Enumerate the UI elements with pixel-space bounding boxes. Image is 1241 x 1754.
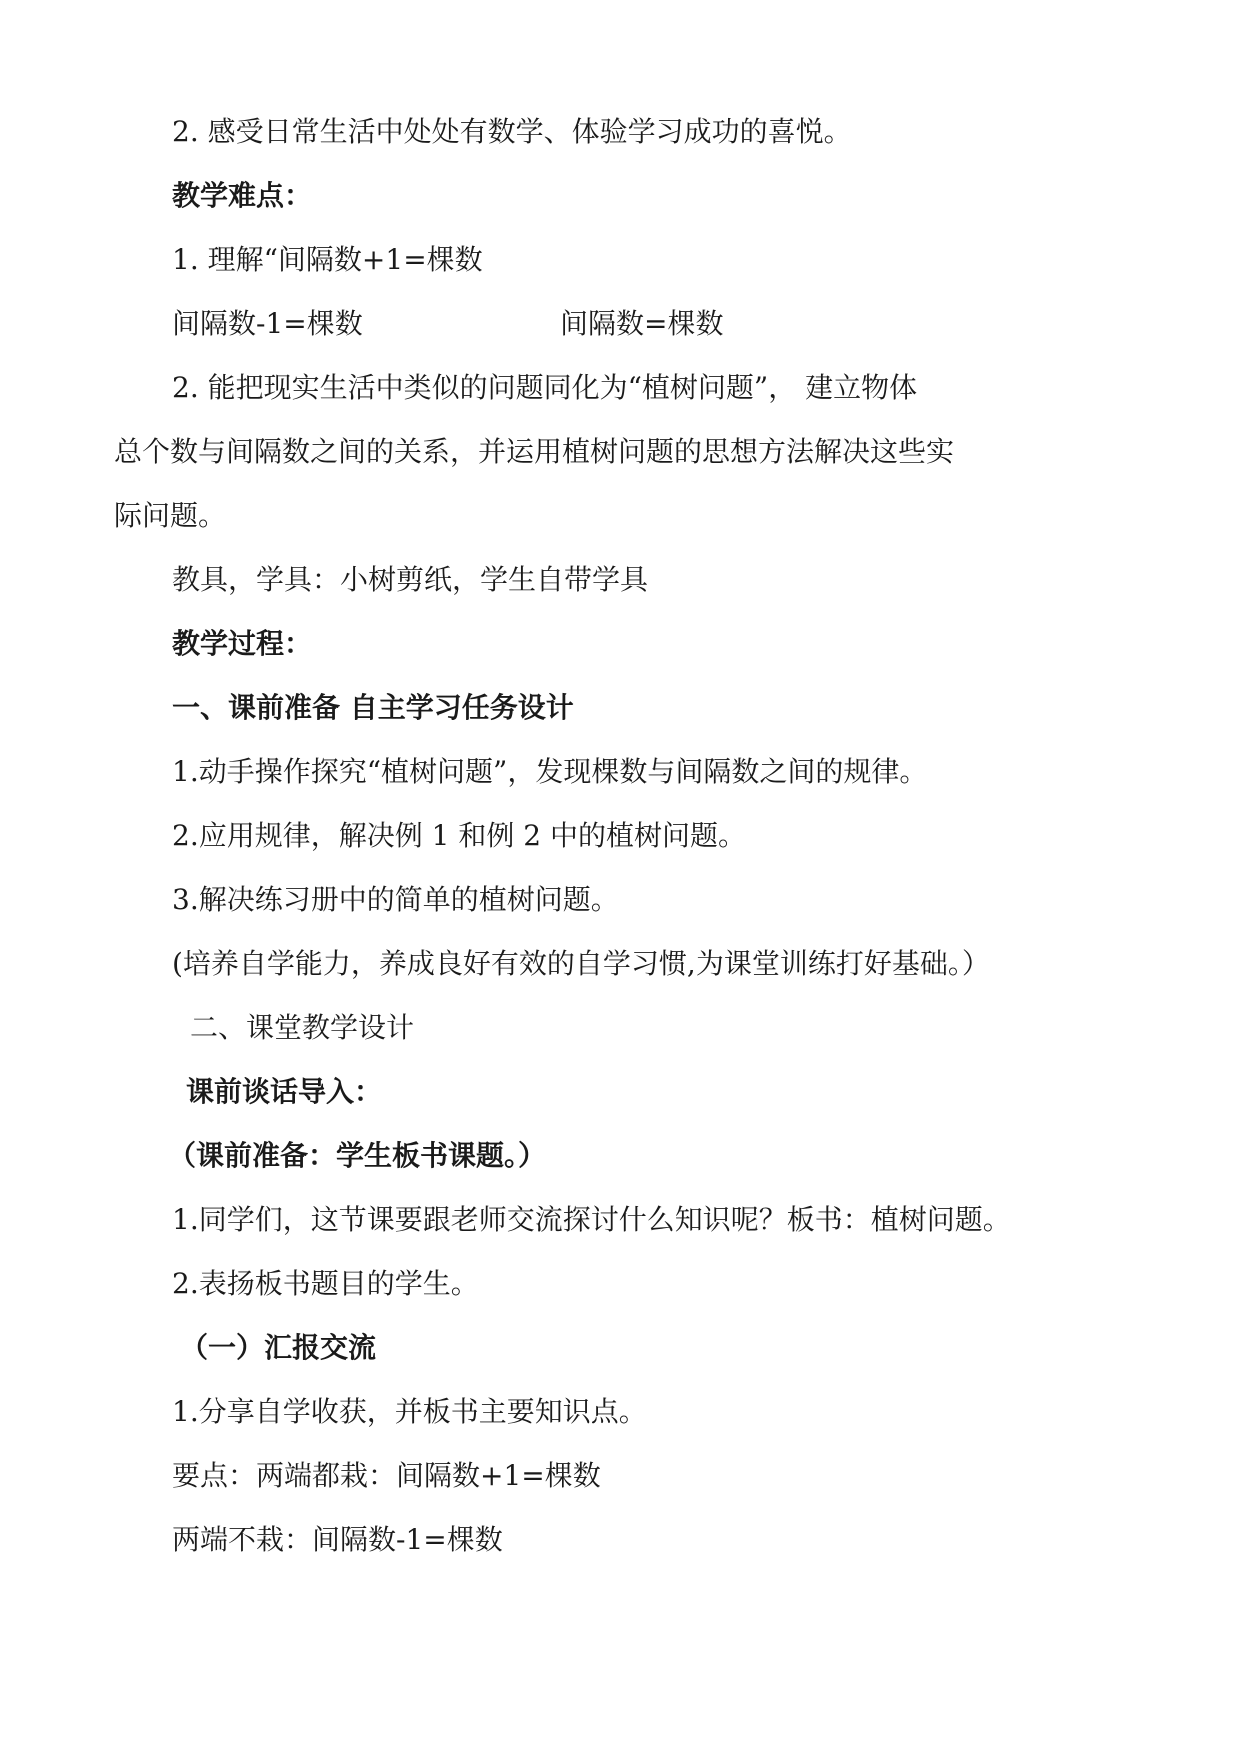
key-point-both-ends-text: 要点：两端都栽：间隔数+1=棵数 bbox=[172, 1459, 601, 1492]
difficulty-2-continued-text: 总个数与间隔数之间的关系，并运用植树问题的思想方法解决这些实 bbox=[114, 435, 955, 468]
intro-talk-heading: 课前谈话导入： bbox=[186, 1075, 383, 1108]
task-note-text: (培养自学能力，养成良好有效的自学习惯,为课堂训练打好基础。） bbox=[172, 947, 990, 980]
key-point-no-ends-text: 两端不栽：间隔数-1=棵数 bbox=[172, 1523, 503, 1556]
formula-equal-text: 间隔数=棵数 bbox=[560, 307, 724, 340]
preparation-note-heading: （课前准备：学生板书课题。） bbox=[168, 1139, 547, 1172]
difficulty-1-text: 1. 理解“间隔数+1=棵数 bbox=[172, 243, 483, 276]
intro-step-2-text: 2.表扬板书题目的学生。 bbox=[172, 1267, 479, 1300]
task-1-text: 1.动手操作探究“植树问题”，发现棵数与间隔数之间的规律。 bbox=[172, 755, 928, 788]
objective-2-text: 2. 感受日常生活中处处有数学、体验学习成功的喜悦。 bbox=[172, 115, 852, 148]
formula-minus-one-text: 间隔数-1=棵数 bbox=[172, 307, 363, 340]
task-2-text: 2.应用规律，解决例 1 和例 2 中的植树问题。 bbox=[172, 819, 746, 852]
teaching-difficulties-heading: 教学难点： bbox=[172, 179, 313, 212]
report-exchange-heading: （一）汇报交流 bbox=[180, 1331, 377, 1364]
teaching-tools-text: 教具，学具：小树剪纸，学生自带学具 bbox=[172, 563, 649, 596]
section-2-heading: 二、课堂教学设计 bbox=[190, 1011, 415, 1044]
difficulty-2-end-text: 际问题。 bbox=[114, 499, 227, 532]
intro-step-1-text: 1.同学们，这节课要跟老师交流探讨什么知识呢？板书：植树问题。 bbox=[172, 1203, 1011, 1236]
teaching-process-heading: 教学过程： bbox=[172, 627, 313, 660]
difficulty-2-text: 2. 能把现实生活中类似的问题同化为“植树问题”， 建立物体 bbox=[172, 371, 918, 404]
share-step-1-text: 1.分享自学收获，并板书主要知识点。 bbox=[172, 1395, 647, 1428]
section-1-heading: 一、课前准备 自主学习任务设计 bbox=[172, 691, 574, 724]
task-3-text: 3.解决练习册中的简单的植树问题。 bbox=[172, 883, 619, 916]
